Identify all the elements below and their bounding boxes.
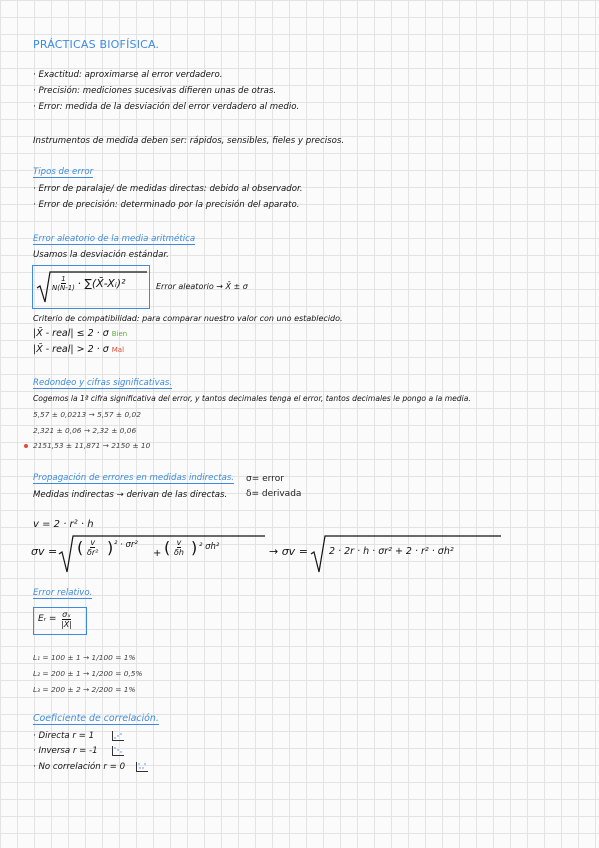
correlacion-nula: · No correlación r = 0 <box>33 762 126 772</box>
criterio-text: Criterio de compatibilidad: para comparar nuestro valor con uno establecido. <box>33 314 343 323</box>
instrumentos-text: Instrumentos de medida deben ser: rápidos, sensibles, fieles y precisos. <box>33 136 345 146</box>
legend-error: σ= error <box>246 474 284 484</box>
result-expression: 2 · 2r · h · σr² + 2 · r² · σh² <box>329 546 454 557</box>
eq-volume: v = 2 · r² · h <box>33 519 94 530</box>
tipo-precision: · Error de precisión: determinado por la precisión del aparato. <box>33 200 300 210</box>
propagacion-line: Medidas indirectas → derivan de las directas. <box>33 490 228 500</box>
inverse-correlation-icon <box>112 746 124 756</box>
redondeo-heading: Redondeo y cifras significativas. <box>33 378 173 388</box>
criterio-bien-expr: |X̄ - real| ≤ 2 · σ <box>33 328 109 339</box>
std-formula <box>52 275 125 292</box>
mal-tag: Mal <box>111 346 125 354</box>
paren-close-1: ) <box>107 538 114 557</box>
propagation-formula <box>31 532 571 576</box>
legend-derivada: δ= derivada <box>246 489 302 499</box>
redondeo-line: Cogemos la 1ª cifra significativa del error, y tantos decimales tenga el error, tantos decimales le pongo a la media. <box>33 394 471 403</box>
tipos-heading: Tipos de error <box>33 167 94 177</box>
relativo-l1: L₁ = 100 ± 1 → 1/100 = 1% <box>33 653 136 662</box>
tipo-paralaje: · Error de paralaje/ de medidas directas: debido al observador. <box>33 184 303 194</box>
frac-numerator: 1 <box>61 275 66 283</box>
sigma-v-label: σv = <box>31 545 58 558</box>
correlacion-heading: Coeficiente de correlación. <box>33 713 159 724</box>
propagacion-heading: Propagación de errores en medidas indirectas. <box>33 473 235 483</box>
term2-num: v <box>176 538 182 547</box>
term1-frac <box>87 538 98 557</box>
plus-sign: + <box>153 548 162 559</box>
paren-open-2: ( <box>164 538 171 557</box>
relativo-num: σₓ <box>62 610 71 619</box>
correlacion-directa: · Directa r = 1 <box>33 731 95 741</box>
term2-den: δh <box>174 548 184 557</box>
direct-correlation-icon <box>112 731 124 741</box>
bien-tag: Bien <box>111 330 128 338</box>
paren-open-1: ( <box>77 538 84 557</box>
aleatorio-side: Error aleatorio → X̄ ± σ <box>156 282 248 291</box>
def-precision: · Precisión: mediciones sucesivas difieren unas de otras. <box>33 86 277 96</box>
relativo-formula-box <box>33 607 87 635</box>
frac-denominator: N(N-1) <box>52 284 75 292</box>
no-correlation-icon <box>136 762 148 772</box>
relativo-l3: L₃ = 200 ± 2 → 2/200 = 1% <box>33 685 136 694</box>
redondeo-ex2: 2,321 ± 0,06 → 2,32 ± 0,06 <box>33 426 137 435</box>
criterio-bien <box>33 328 127 339</box>
redondeo-ex1: 5,57 ± 0,0213 → 5,57 ± 0,02 <box>33 410 141 419</box>
correlacion-inversa: · Inversa r = -1 <box>33 746 98 756</box>
page-title: PRÁCTICAS BIOFÍSICA. <box>33 38 160 51</box>
term2-tail: ² σh² <box>199 542 220 552</box>
criterio-mal <box>33 344 124 355</box>
relativo-frac <box>61 610 72 629</box>
def-exactitud: · Exactitud: aproximarse al error verdadero. <box>33 70 223 80</box>
relativo-lhs: Eᵣ = <box>38 614 57 624</box>
term2-frac <box>174 538 184 557</box>
aleatorio-heading: Error aleatorio de la media aritmética <box>33 234 196 244</box>
sum-expression: · ∑(X̄-Xᵢ)² <box>77 277 126 290</box>
relativo-heading: Error relativo. <box>33 588 93 598</box>
def-error: · Error: medida de la desviación del error verdadero al medio. <box>33 102 300 112</box>
std-formula-box <box>32 265 150 309</box>
term1-tail: ² · σr² <box>114 540 138 550</box>
term1-den: δr² <box>87 548 99 557</box>
paren-close-2: ) <box>191 538 198 557</box>
relativo-l2: L₂ = 200 ± 1 → 1/200 = 0,5% <box>33 669 143 678</box>
red-bullet-icon <box>24 444 28 448</box>
redondeo-ex3: 2151,53 ± 11,871 → 2150 ± 10 <box>33 441 151 450</box>
relativo-den: |X̄| <box>61 620 72 629</box>
criterio-mal-expr: |X̄ - real| > 2 · σ <box>33 344 109 355</box>
result-arrow: → σv = <box>269 545 308 558</box>
aleatorio-line: Usamos la desviación estándar. <box>33 250 169 260</box>
term1-num: v <box>90 538 96 547</box>
